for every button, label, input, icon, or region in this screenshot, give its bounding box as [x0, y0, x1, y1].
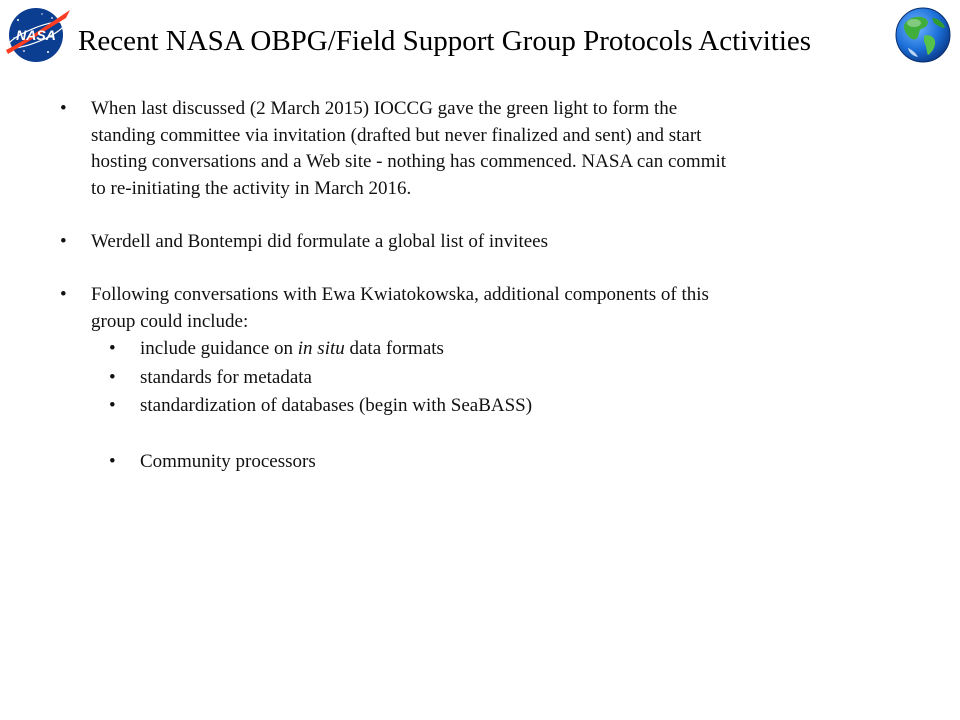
bullet-glyph: •: [60, 284, 67, 306]
slide-title: Recent NASA OBPG/Field Support Group Protocols Activities: [78, 25, 812, 57]
bullet-glyph: •: [109, 450, 116, 472]
bullet-glyph: •: [109, 395, 116, 417]
nasa-logo-text: NASA: [16, 27, 56, 43]
nasa-logo: [4, 4, 72, 66]
sub-list: [60, 335, 920, 476]
sub-bullet-item: [60, 392, 920, 421]
nasa-logo-graphic: [4, 4, 72, 66]
bullet-line: Werdell and Bontempi did formulate a global list of invitees: [91, 230, 549, 252]
sub-text-italic: in situ: [297, 338, 345, 360]
slide-content: [60, 96, 920, 476]
bullet-line: Following conversations with Ewa Kwiatokowska, additional components of this: [91, 284, 709, 306]
bullet-glyph: •: [109, 338, 116, 360]
sub-text-before: include guidance on: [140, 338, 298, 360]
sub-bullet-item: [60, 335, 920, 364]
bullet-line: When last discussed (2 March 2015) IOCCG gave the green light to form the: [91, 98, 678, 119]
bullet-glyph: •: [60, 98, 67, 119]
sub-text: standards for metadata: [140, 366, 312, 388]
globe-icon: [894, 6, 952, 64]
sub-bullet-item: [60, 448, 920, 477]
sub-text-after: data formats: [344, 338, 444, 360]
bullet-glyph: •: [109, 366, 116, 388]
sub-bullet-item: [60, 364, 920, 393]
bullet-line: group could include:: [91, 310, 249, 332]
bullet-glyph: •: [60, 230, 67, 252]
bullet-item: [60, 282, 920, 335]
bullet-line: standing committee via invitation (drafted but never finalized and sent) and start: [91, 124, 702, 146]
sub-text: standardization of databases (begin with SeaBASS): [140, 395, 533, 417]
bullet-line: hosting conversations and a Web site - nothing has commenced. NASA can commit: [91, 151, 727, 173]
bullet-item: [60, 96, 920, 202]
bullet-line: to re-initiating the activity in March 2016.: [91, 177, 412, 199]
bullet-item: [60, 229, 920, 256]
sub-text: Community processors: [140, 450, 316, 472]
